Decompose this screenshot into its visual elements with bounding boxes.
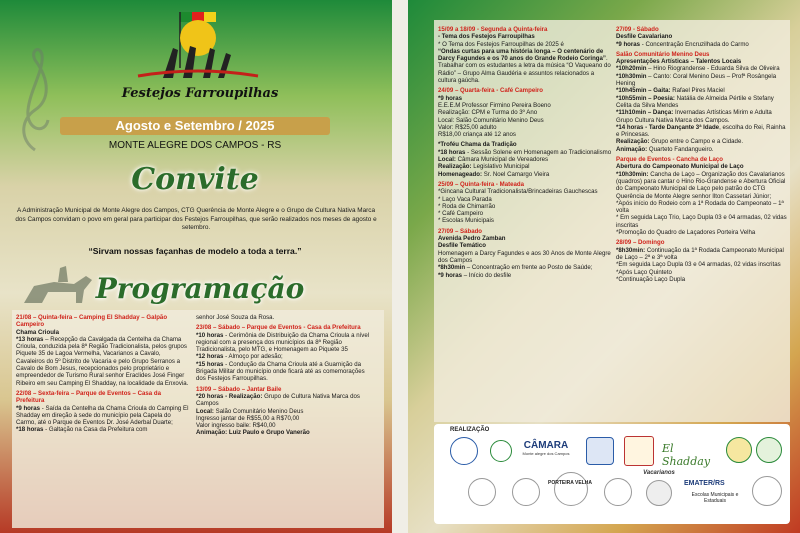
- schedule-line-bold: Animação:: [616, 145, 648, 153]
- schedule-line-bold: “Ondas curtas para uma história longa – O centenário de Darcy Fagundes e os 70 anos do Grande Rodeio Coringa”: [438, 47, 606, 63]
- schedule-line-text: – Recepção da Cavalgada da Centelha da Chama Crioula, conduzida pela 8ª Região Tradicionalista, pelos grupos Piquete 35 de Lagoa Vermelha, Vacarianos a Cavalo, Cavaleiros do 5º Distrito de Vacaria e pelo Grupo Serranos a Cavalo de Bom Jesus, recepcionados pelo proprietário e empreendedor de Turismo Rural senhor Eraclides José Finger Ribeiro em seu Camping El Shadday, na localidade da Enxovia.: [16, 335, 189, 387]
- convite-title: Convite: [131, 162, 259, 197]
- schedule-line-bold: Abertura do Campeonato Municipal de Laço: [616, 163, 744, 171]
- schedule-line: [438, 33, 612, 40]
- schedule-line-text: - Saída da Centelha da Chama Crioula do Camping El Shadday em direção à sede do município pela Capela do Carmo, até o Parque de Eventos Dr. José Aderbal Duarte;: [16, 404, 189, 427]
- schedule-line-text: *Continuação Laço Dupla: [616, 275, 686, 283]
- schedule-line-bold: *11h10min – Dança:: [616, 109, 674, 117]
- schedule-line-text: Rafael Pires Maciel: [670, 87, 725, 95]
- schedule-heading: Parque de Eventos - Cancha de Laço: [616, 156, 724, 164]
- schedule-line: [16, 329, 190, 336]
- schedule-line-text: *Promoção do Quadro de Laçadores Porteira Velha: [616, 229, 756, 237]
- schedule-line-text: *Em seguida Laço Dupla 03 e 04 armadas, 02 vidas inscritas: [616, 261, 781, 269]
- schedule-line: [616, 163, 788, 170]
- schedule-line: [616, 247, 788, 262]
- schedule-line-text: *Gincana Cultural Tradicionalista/Brincadeiras Gauchescas: [438, 188, 598, 196]
- schedule-line-text: – Canto: Coral Menino Deus – Profª Rosângela Hening: [616, 72, 777, 88]
- schedule-line-bold: *9 horas: [16, 404, 41, 412]
- schedule-line: [16, 405, 190, 427]
- schedule-line: [438, 196, 612, 203]
- schedule-section: [16, 314, 190, 387]
- right-col-2: [616, 26, 788, 286]
- schedule-heading: 24/09 – Quarta-feira - Café Campeiro: [438, 87, 543, 95]
- schedule-body: [438, 95, 612, 139]
- schedule-line: [196, 332, 376, 354]
- schedule-line: [196, 415, 376, 422]
- schedule-section: [616, 26, 788, 48]
- schedule-line-bold: *18 horas: [438, 148, 466, 156]
- event-logo: [118, 8, 278, 108]
- schedule-section: [196, 386, 376, 437]
- schedule-line-bold: *18 horas: [16, 426, 44, 434]
- schedule-line-text: Homenagem a Darcy Fagundes e aos 30 Anos de Monte Alegre dos Campos: [438, 249, 611, 264]
- gaucho-riders-icon: [118, 8, 278, 88]
- schedule-heading: 23/08 – Sábado – Parque de Eventos - Casa da Prefeitura: [196, 324, 361, 332]
- schedule-section: [616, 51, 788, 153]
- schedule-line-bold: *10h30min: [616, 72, 647, 80]
- schedule-line: [438, 171, 612, 178]
- schedule-line-text: * Roda de Chimarrão: [438, 202, 496, 210]
- schedule-line-text: Legislativo Municipal: [471, 163, 530, 171]
- schedule-line: [438, 131, 612, 138]
- schedule-line: [438, 141, 612, 148]
- club-logo: [756, 437, 782, 463]
- schedule-body: [438, 235, 612, 279]
- schedule-line-bold: *12 horas: [196, 353, 224, 361]
- schedule-line: [196, 353, 376, 360]
- horse-logo: [604, 478, 632, 506]
- state-crest-logo: [624, 436, 654, 466]
- vacarianos-text: Vacarianos: [643, 470, 675, 476]
- left-page: [0, 0, 392, 533]
- schedule-line-bold: *10 horas: [196, 331, 224, 339]
- schedule-line-text: Cancha de Laço – Organização dos Cavalarianos (quadros) para cantar o Hino Rio-Grandense e Abertura Oficial do Campeonato Municipal de Laço pelo patrão do CTG Querência de Monte Alegre senhor Ilton Cassetari Júnior;: [616, 170, 786, 200]
- schedule-line-bold: *20 horas - Realização:: [196, 392, 263, 400]
- schedule-line: [196, 429, 376, 436]
- schedule-line-text: – Início do desfile: [462, 271, 512, 279]
- schedule-heading: 27/09 - Sábado: [616, 26, 659, 33]
- schedule-line: [616, 261, 788, 268]
- schedule-body: [16, 329, 190, 387]
- left-col-1: [16, 314, 190, 437]
- quote: “Sirvam nossas façanhas de modelo a toda a terra.”: [88, 246, 302, 256]
- schedule-line: [616, 33, 788, 40]
- vacarianos-logo: [646, 480, 672, 506]
- schedule-line-text: - Galtação na Casa da Prefeitura com: [43, 426, 148, 434]
- schedule-line-text: * Laço Vaca Parada: [438, 195, 492, 203]
- schedule-line-text: Invernadas Artísticas Mirim e Adulta Grupo Cultura Nativa Marca dos Campos.: [616, 109, 772, 124]
- schedule-heading: 25/09 – Quinta-feira - Mateada: [438, 180, 525, 188]
- intro-text: A Administração Municipal de Monte Alegre dos Campos, CTG Querência de Monte Alegre e o Grupo de Cultura Nativa Marca dos Campos convidam o povo em geral para participar dos Festejos Farroupilhas, que serão realizados nos meses de agosto e setembro.: [15, 207, 377, 232]
- schedule-line-bold: Local:: [196, 407, 214, 415]
- schedule-section: [16, 390, 190, 434]
- schedule-line: [616, 65, 788, 72]
- programacao-title: Programação: [95, 272, 305, 305]
- schedule-line: [616, 214, 788, 229]
- schedule-line-text: Continuação da 1ª Rodada Campeonato Municipal de Laço – 2ª e 3ª volta: [616, 246, 784, 261]
- location: MONTE ALEGRE DOS CAMPOS - RS: [108, 140, 282, 151]
- schedule-line-text: Câmara Municipal de Vereadores: [455, 156, 549, 164]
- rodeo-logo: [752, 476, 782, 506]
- schedule-line-text: Valor ingresso baile: R$40,00: [196, 422, 276, 430]
- schedule-line-bold: - Tema dos Festejos Farroupilhas: [438, 33, 535, 41]
- schedule-line-text: * Em seguida Laço Trio, Laço Dupla 03 e 04 armadas, 02 vidas inscritas: [616, 214, 787, 229]
- schedule-line: [438, 235, 612, 242]
- schedule-line-text: Sr. Noel Camargo Vieira: [482, 170, 550, 178]
- schedule-line: [16, 336, 190, 387]
- schedule-line: [438, 242, 612, 249]
- schedule-line-bold: *10h45min – Gaita:: [616, 87, 671, 95]
- schedule-section: [438, 141, 612, 177]
- schedule-heading: Salão Comunitário Menino Deus: [616, 50, 710, 58]
- schedule-heading: 22/08 – Sexta-feira – Parque de Eventos – Casa da Prefeitura: [16, 389, 161, 405]
- schedule-line-text: Grupo de Cultura Nativa Marca dos Campos: [196, 392, 360, 408]
- schedule-body: [438, 141, 612, 177]
- schedule-line: [616, 109, 788, 124]
- schedule-line-bold: Realização:: [616, 138, 650, 146]
- schedule-section: [438, 181, 612, 225]
- schedule-line-text: - Sessão Solene em Homenagem ao Tradicionalismo: [465, 148, 612, 156]
- schedule-line: [438, 203, 612, 210]
- schedule-section: [616, 156, 788, 236]
- schedule-line-text: * Café Campeiro: [438, 210, 484, 218]
- camara-logo: [516, 440, 576, 456]
- schedule-line: [616, 58, 788, 65]
- schedule-line-text: *Após início do Rodeio com a 1ª Rodada do Campeonato – 1ª volta: [616, 199, 784, 215]
- schedule-line-bold: *8h30min:: [616, 246, 646, 254]
- schedule-line: [616, 269, 788, 276]
- schedule-body: [616, 247, 788, 283]
- schedule-line-bold: Apresentações Artísticas – Talentos Locais: [616, 58, 742, 66]
- schedule-section: [196, 314, 376, 321]
- ctg-logo: [726, 437, 752, 463]
- schedule-line: [196, 361, 376, 383]
- schedule-line-bold: Chama Crioula: [16, 328, 60, 336]
- schedule-section: [438, 87, 612, 138]
- schedule-line: [616, 146, 788, 153]
- schedule-line: [616, 229, 788, 236]
- schedule-line-text: Quarteto Fandangueiro.: [647, 145, 714, 153]
- realizacao-label: REALIZAÇÃO: [450, 427, 490, 433]
- schedule-body: [196, 314, 376, 321]
- schedule-line-text: Natália de Almeida Pértile e Stefany Celita da Silva Mendes: [616, 94, 774, 109]
- treble-clef-icon: [10, 40, 60, 160]
- date-title: Agosto e Setembro / 2025: [115, 118, 275, 133]
- schedule-line: [438, 217, 612, 224]
- schedule-line: [438, 250, 612, 265]
- schedule-section: [196, 324, 376, 382]
- schedule-section: [616, 239, 788, 283]
- schedule-line-bold: *10h20min: [616, 65, 647, 73]
- schedule-line-bold: Animação: Luiz Paulo e Grupo Vanerão: [196, 429, 310, 437]
- schedule-line-bold: Realização:: [438, 163, 472, 171]
- schedule-line: [438, 264, 612, 271]
- schedule-line: [438, 124, 612, 131]
- schedule-line: [438, 95, 612, 102]
- schedule-line: [438, 210, 612, 217]
- schedule-line-bold: *9 horas: [438, 271, 463, 279]
- schedule-section: [438, 228, 612, 279]
- schedule-line-bold: *8h30min: [438, 264, 466, 272]
- schedule-body: [616, 163, 788, 236]
- schedule-heading: 28/09 – Domingo: [616, 239, 665, 247]
- left-col-2: [196, 314, 376, 440]
- schedule-line-text: Realização: CPM e Turma do 3º Ano: [438, 109, 538, 117]
- shield-logo: [586, 437, 614, 465]
- schedule-line: [438, 149, 612, 156]
- schedule-heading: 15/09 a 18/09 - Segunda a Quinta-feira: [438, 26, 548, 33]
- schedule-line: [616, 41, 788, 48]
- schedule-body: [438, 33, 612, 84]
- elshadday-logo: El Shadday: [662, 442, 711, 468]
- crest-logo-2: [490, 440, 512, 462]
- right-page: [408, 0, 800, 533]
- schedule-line-text: . Trabalhar com os estudantes a letra da música “O Vaqueano do Rádio” – Grupo Alma Gaudéria e assuntos relacionados a cultura gaúcha.: [438, 55, 611, 85]
- schedule-line: [438, 188, 612, 195]
- schedule-line: [616, 95, 788, 110]
- schedule-line: [438, 156, 612, 163]
- schedule-line: [438, 41, 612, 48]
- schedule-line-bold: Desfile Temático: [438, 242, 486, 250]
- schedule-body: [16, 405, 190, 434]
- schedule-line-text: *Após Laço Quinteto: [616, 268, 672, 276]
- schedule-line-text: * Escolas Municipais: [438, 217, 494, 225]
- schedule-line-text: - Concentração Encruzilhada do Carmo: [640, 40, 749, 48]
- porteira-velha-logo: [554, 472, 588, 506]
- schools-text: Escolas Municipais e Estaduais: [691, 492, 739, 504]
- schedule-line: [616, 87, 788, 94]
- schedule-line-bold: *13 horas: [16, 335, 44, 343]
- schedule-line-bold: *10h30min:: [616, 170, 649, 178]
- schedule-line-text: – Hino Riograndense - Eduarda Silva de Oliveira: [646, 65, 780, 73]
- schedule-line: [438, 48, 612, 84]
- schedule-line-text: - Condução da Chama Crioula até a Guarnição da Brigada Militar do município onde ficará até as comemorações dos Festejos Farroupilhas.: [196, 360, 365, 383]
- school-logo-1: [468, 478, 496, 506]
- schedule-line: [196, 408, 376, 415]
- schedule-line: [438, 163, 612, 170]
- schedule-line-bold: Desfile Cavalariano: [616, 33, 673, 41]
- schedule-line-text: Salão Comunitário Menino Deus: [213, 407, 304, 415]
- schedule-body: [438, 188, 612, 224]
- schedule-line-text: , escolha do Rei, Rainha e Princesas.: [616, 123, 786, 139]
- schedule-line: [438, 117, 612, 124]
- schedule-line-text: R$18,00 criança até 12 anos: [438, 131, 516, 139]
- schedule-line-text: Grupo entre o Campo e a Cidade.: [649, 138, 744, 146]
- camara-text: CÂMARA: [523, 440, 569, 451]
- schedule-line: [196, 393, 376, 408]
- schedule-line: [438, 272, 612, 279]
- schedule-line: [16, 426, 190, 433]
- schedule-section: [438, 26, 612, 84]
- schedule-line-text: senhor José Souza da Rosa.: [196, 314, 275, 321]
- schedule-line: [438, 102, 612, 109]
- schedule-line-bold: Local:: [438, 156, 456, 164]
- schedule-line-bold: Avenida Pedro Zamban: [438, 235, 506, 243]
- emater-text: EMATER/RS: [684, 480, 725, 487]
- event-logo-text: Festejos Farroupilhas: [121, 86, 279, 101]
- schedule-line: [616, 171, 788, 200]
- schedule-line: [438, 109, 612, 116]
- schedule-line: [616, 138, 788, 145]
- porteira-velha-text: PORTEIRA VELHA: [548, 480, 592, 486]
- schedule-line: [616, 200, 788, 215]
- schedule-heading: 27/09 – Sábado: [438, 227, 483, 235]
- schedule-body: [196, 393, 376, 437]
- schedule-heading: 21/08 – Quinta-feira – Camping El Shadday – Galpão Campeiro: [16, 314, 168, 329]
- schedule-line-text: Valor: R$25,00 adulto: [438, 123, 497, 131]
- right-col-1: [438, 26, 612, 282]
- schedule-line-text: Ingresso jantar de R$55,00 a R$70,00: [196, 414, 300, 422]
- schedule-line-text: * O Tema dos Festejos Farroupilhas de 2025 é: [438, 40, 564, 48]
- schedule-heading: 13/09 – Sábado – Jantar Baile: [196, 385, 282, 393]
- schedule-line: [196, 422, 376, 429]
- schedule-line: [616, 73, 788, 88]
- schedule-line-bold: Homenageado:: [438, 170, 483, 178]
- schedule-body: [616, 33, 788, 48]
- schedule-line-text: Local: Salão Comunitário Menino Deus: [438, 116, 544, 124]
- schedule-line-text: - Almoço por adesão;: [223, 353, 283, 361]
- schedule-line: [616, 124, 788, 139]
- schedule-line-text: E.E.E.M Professor Firmino Pereira Boeno: [438, 101, 551, 109]
- schedule-line-bold: *Troféu Chama da Tradição: [438, 141, 517, 149]
- schedule-line-bold: *14 horas - Tarde Dançante 3ª Idade: [616, 123, 720, 131]
- schedule-body: [196, 332, 376, 383]
- schedule-line: [616, 276, 788, 283]
- school-logo-2: [512, 478, 540, 506]
- schedule-line-text: - Cerimônia de Distribuição da Chama Crioula a nível regional com a presença dos municípios da 8ª Região Tradicionalista, pelo MTG, e Homenagem ao Piquete 35: [196, 331, 370, 354]
- schedule-line-bold: *9 horas: [616, 40, 641, 48]
- schedule-line-bold: *9 horas: [438, 94, 463, 102]
- schedule-line: [196, 314, 376, 321]
- schedule-line-bold: *10h55min – Poesia:: [616, 94, 675, 102]
- schedule-body: [616, 58, 788, 153]
- municipal-crest-logo: [450, 437, 478, 465]
- schedule-line-text: – Concentração em frente ao Posto de Saúde;: [465, 264, 593, 272]
- camara-subtext: Monte alegre dos Campos: [522, 451, 570, 456]
- schedule-line-bold: *15 horas: [196, 360, 224, 368]
